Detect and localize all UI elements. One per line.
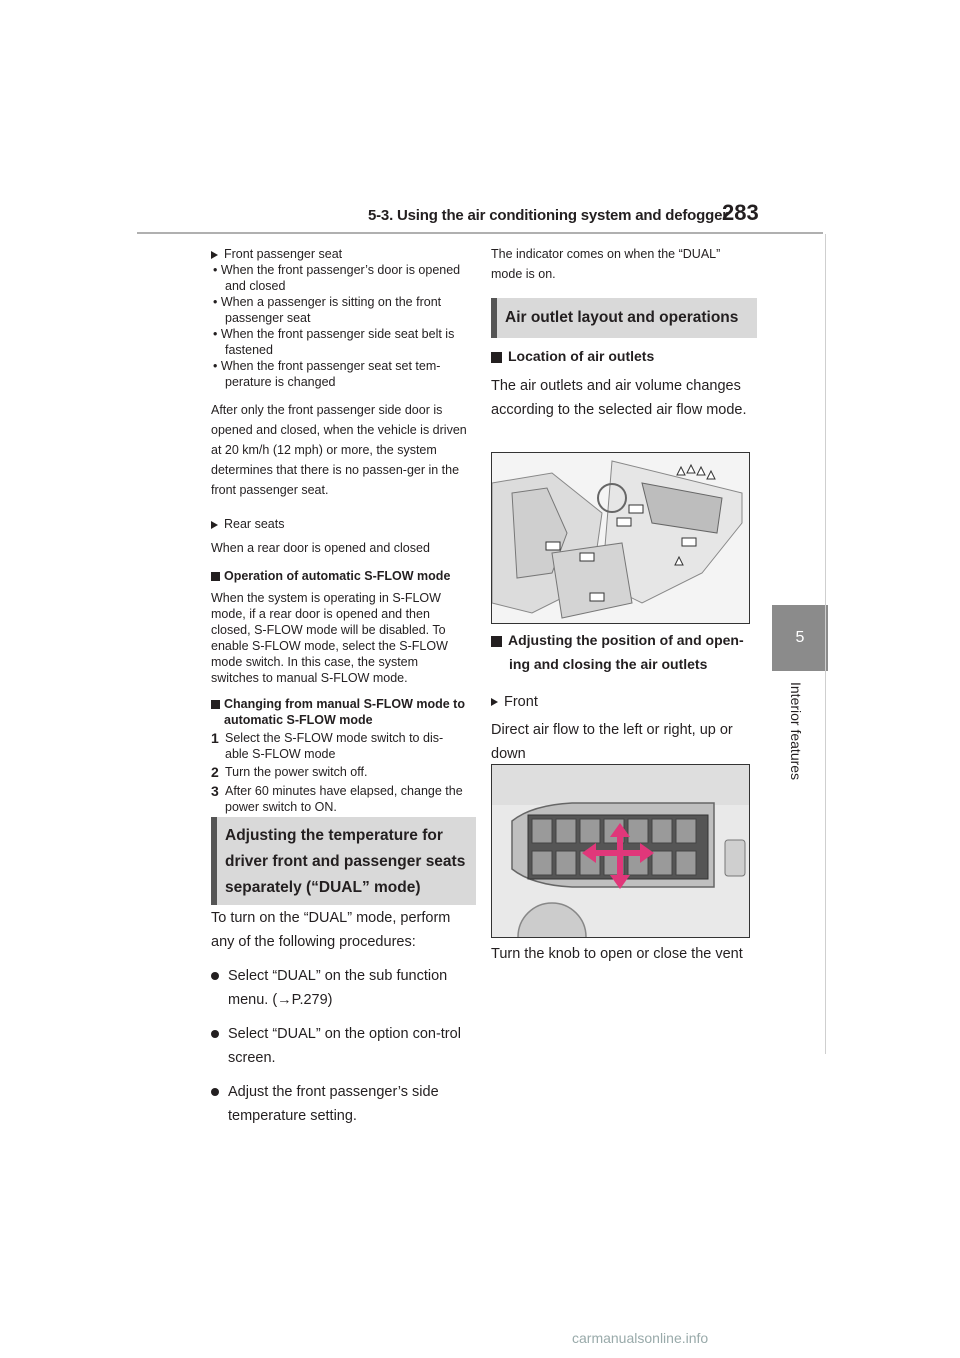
changing-title: Changing from manual S-FLOW mode to automatic S-FLOW mode: [211, 696, 469, 728]
front-title: Front: [491, 690, 753, 714]
air-outlet-heading: Air outlet layout and operations: [491, 298, 757, 338]
section-title: 5-3. Using the air conditioning system and defogger: [368, 207, 728, 224]
front-passenger-title-text: Front passenger seat: [224, 247, 343, 261]
triangle-icon: [491, 698, 498, 706]
list-item: Select “DUAL” on the sub function menu. (→P.279): [211, 964, 473, 1012]
list-item: Select “DUAL” on the option con-trol screen.: [211, 1022, 473, 1070]
list-item: • When the front passenger seat set tem-perature is changed: [213, 359, 441, 389]
dual-intro: To turn on the “DUAL” mode, perform any of the following procedures:: [211, 910, 451, 950]
square-bullet-icon: [211, 700, 220, 709]
square-bullet-icon: [491, 352, 502, 363]
bullet-dot-icon: [211, 972, 219, 980]
dual-mode-heading: Adjusting the temperature for driver front and passenger seats separately (“DUAL” mode): [211, 817, 476, 905]
triangle-icon: [211, 521, 218, 529]
list-item: • When the front passenger side seat belt is fastened: [213, 327, 455, 357]
rear-seats-title: Rear seats: [211, 516, 469, 532]
rear-seats-paragraph: When a rear door is opened and closed: [211, 541, 430, 555]
step-item: 2 Turn the power switch off.: [211, 764, 368, 780]
left-column: [211, 246, 469, 815]
bullet-dot-icon: [211, 1030, 219, 1038]
vent-illustration: [492, 765, 749, 937]
watermark: carmanualsonline.info: [572, 1330, 709, 1346]
adjusting-title: Adjusting the position of and open-ing and closing the air outlets: [491, 628, 753, 676]
page-number: 283: [722, 200, 759, 225]
square-bullet-icon: [491, 636, 502, 647]
chapter-title-vertical: [766, 682, 826, 792]
chapter-title: Interior features: [788, 682, 804, 781]
side-divider: [825, 234, 826, 1054]
list-item: Adjust the front passenger’s side temperature setting.: [211, 1080, 473, 1128]
list-item: • When a passenger is sitting on the front passenger seat: [213, 295, 442, 325]
location-section: [491, 344, 753, 422]
bullet-dot-icon: [211, 1088, 219, 1096]
triangle-icon: [211, 251, 218, 259]
square-bullet-icon: [211, 572, 220, 581]
chapter-tab: 5: [772, 605, 828, 671]
auto-sflow-paragraph: When the system is operating in S-FLOW mode, if a rear door is opened and then closed, S-FLOW mode will be disabled. To enable S-FLOW mode, select the S-FLOW mode switch. In this case, the system switches to manual S-FLOW mode.: [211, 591, 448, 685]
cabin-illustration: [492, 453, 749, 623]
indicator-note: The indicator comes on when the “DUAL” mode is on.: [491, 247, 721, 281]
knob-paragraph: Turn the knob to open or close the vent: [491, 946, 743, 962]
location-paragraph: The air outlets and air volume changes according to the selected air flow mode.: [491, 378, 747, 418]
auto-sflow-title: Operation of automatic S-FLOW mode: [211, 568, 469, 584]
cabin-air-outlets-figure: [491, 452, 750, 624]
after-only-paragraph: After only the front passenger side door is opened and closed, when the vehicle is driven at 20 km/h (12 mph) or more, the system determines that there is no passen-ger in the front passenger seat.: [211, 403, 467, 497]
step-item: 1 Select the S-FLOW mode switch to dis-able S-FLOW mode: [211, 730, 444, 761]
front-vent-figure: [491, 764, 750, 938]
location-title: Location of air outlets: [491, 344, 753, 368]
header-divider: [137, 232, 823, 234]
front-passenger-title: [211, 246, 469, 262]
list-item: • When the front passenger’s door is opened and closed: [213, 263, 461, 293]
dual-mode-section: [211, 906, 473, 1128]
step-item: 3 After 60 minutes have elapsed, change the power switch to ON.: [211, 783, 463, 814]
front-paragraph: Direct air flow to the left or right, up or down: [491, 722, 733, 762]
adjusting-section: [491, 628, 753, 766]
